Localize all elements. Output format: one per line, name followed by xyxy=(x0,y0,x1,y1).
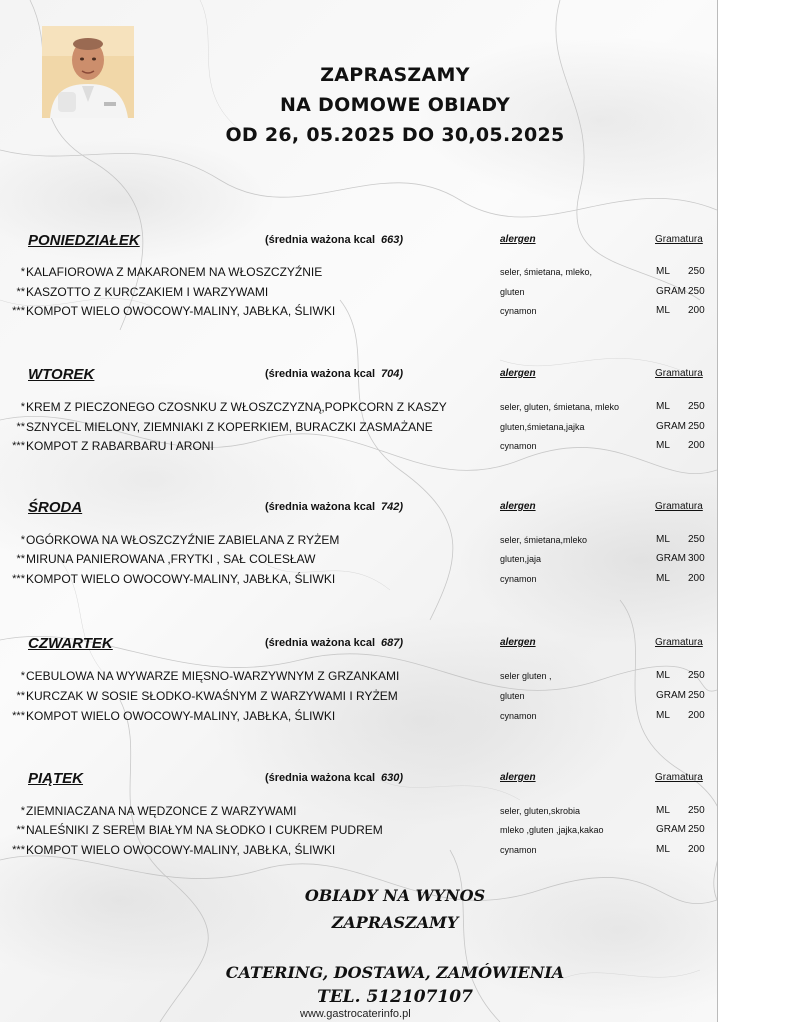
unit-text: ML xyxy=(656,440,670,451)
amount-text: 300 xyxy=(688,553,705,564)
unit-text: ML xyxy=(656,305,670,316)
dish-name: KREM Z PIECZONEGO CZOSNKU Z WŁOSZCZYZNĄ,POPKCORN Z KASZY xyxy=(26,400,447,414)
amount-text: 200 xyxy=(688,844,705,855)
course-stars: *** xyxy=(12,573,25,585)
course-stars: ** xyxy=(16,824,25,836)
kcal-value: 663) xyxy=(381,234,404,246)
kcal-value: 704) xyxy=(381,368,404,380)
course-stars: * xyxy=(20,534,25,546)
day-name: CZWARTEK xyxy=(28,635,113,652)
unit-text: ML xyxy=(656,710,670,721)
course-stars: * xyxy=(20,266,25,278)
website-link[interactable]: www.gastrocaterinfo.pl xyxy=(300,1008,411,1020)
course-stars: * xyxy=(20,805,25,817)
menu-row xyxy=(0,400,717,418)
allergen-text: cynamon xyxy=(500,441,537,451)
allergen-text: cynamon xyxy=(500,711,537,721)
takeaway-line: OBIADY NA WYNOS xyxy=(304,886,486,905)
header-subtitle: NA DOMOWE OBIADY xyxy=(279,94,511,116)
day-name: PONIEDZIAŁEK xyxy=(28,232,140,249)
kcal-label: (średnia ważona kcal 742) xyxy=(265,501,404,513)
course-stars: * xyxy=(20,670,25,682)
allergen-header: alergen xyxy=(500,368,536,379)
course-stars: ** xyxy=(16,421,25,433)
day-name: PIĄTEK xyxy=(28,770,84,787)
unit-text: GRAM xyxy=(656,824,686,835)
course-stars: *** xyxy=(12,710,25,722)
course-stars: *** xyxy=(12,440,25,452)
kcal-value: 687) xyxy=(381,637,404,649)
day-name: ŚRODA xyxy=(28,499,83,516)
allergen-text: gluten xyxy=(500,691,525,701)
unit-text: GRAM xyxy=(656,690,686,701)
allergen-text: gluten xyxy=(500,287,525,297)
menu-row xyxy=(0,420,717,438)
amount-text: 250 xyxy=(688,824,705,835)
amount-text: 250 xyxy=(688,534,705,545)
services-line: CATERING, DOSTAWA, ZAMÓWIENIA xyxy=(225,963,565,982)
menu-row xyxy=(0,709,717,727)
amount-text: 250 xyxy=(688,690,705,701)
header-dates: OD 26, 05.2025 DO 30,05.2025 xyxy=(225,124,565,146)
allergen-text: seler, śmietana, mleko, xyxy=(500,267,593,277)
gramature-header: Gramatura xyxy=(655,368,703,379)
kcal-value: 742) xyxy=(381,501,404,513)
amount-text: 200 xyxy=(688,305,705,316)
unit-text: ML xyxy=(656,670,670,681)
contact-block xyxy=(140,960,650,1010)
menu-row xyxy=(0,265,717,283)
dish-name: KOMPOT Z RABARBARU I ARONI xyxy=(26,439,214,453)
dish-name: KOMPOT WIELO OWOCOWY-MALINY, JABŁKA, ŚLIWKI xyxy=(26,304,336,318)
allergen-header: alergen xyxy=(500,772,536,783)
allergen-header: alergen xyxy=(500,637,536,648)
unit-text: ML xyxy=(656,534,670,545)
unit-text: ML xyxy=(656,573,670,584)
allergen-text: seler gluten , xyxy=(500,671,552,681)
allergen-header: alergen xyxy=(500,234,536,245)
kcal-label: (średnia ważona kcal 663) xyxy=(265,234,404,246)
unit-text: ML xyxy=(656,266,670,277)
allergen-text: seler, gluten, śmietana, mleko xyxy=(500,402,620,412)
unit-text: GRAM xyxy=(656,286,686,297)
dish-name: KASZOTTO Z KURCZAKIEM I WARZYWAMI xyxy=(26,285,269,299)
kcal-label: (średnia ważona kcal 704) xyxy=(265,368,404,380)
unit-text: ML xyxy=(656,844,670,855)
menu-row xyxy=(0,552,717,570)
amount-text: 250 xyxy=(688,805,705,816)
header-invite: ZAPRASZAMY xyxy=(320,64,470,86)
allergen-text: seler, gluten,skrobia xyxy=(500,806,581,816)
gramature-header: Gramatura xyxy=(655,234,703,245)
menu-row xyxy=(0,533,717,551)
dish-name: ZIEMNIACZANA NA WĘDZONCE Z WARZYWAMI xyxy=(26,804,297,818)
unit-text: ML xyxy=(656,805,670,816)
unit-text: ML xyxy=(656,401,670,412)
allergen-text: cynamon xyxy=(500,574,537,584)
menu-row xyxy=(0,689,717,707)
allergen-text: cynamon xyxy=(500,306,537,316)
dish-name: KOMPOT WIELO OWOCOWY-MALINY, JABŁKA, ŚLIWKI xyxy=(26,709,336,723)
dish-name: KALAFIOROWA Z MAKARONEM NA WŁOSZCZYŹNIE xyxy=(26,265,323,279)
unit-text: GRAM xyxy=(656,553,686,564)
menu-row xyxy=(0,804,717,822)
amount-text: 250 xyxy=(688,401,705,412)
menu-row xyxy=(0,843,717,861)
phone-number: TEL. 512107107 xyxy=(317,987,473,1007)
course-stars: * xyxy=(20,401,25,413)
chef-photo xyxy=(42,26,134,118)
menu-row xyxy=(0,304,717,322)
dish-name: MIRUNA PANIEROWANA ,FRYTKI , SAŁ COLESŁAW xyxy=(26,552,316,566)
menu-row xyxy=(0,285,717,303)
amount-text: 200 xyxy=(688,573,705,584)
amount-text: 250 xyxy=(688,286,705,297)
course-stars: ** xyxy=(16,553,25,565)
amount-text: 250 xyxy=(688,266,705,277)
invite-line: ZAPRASZAMY xyxy=(331,913,459,932)
allergen-text: seler, śmietana,mleko xyxy=(500,535,588,545)
allergen-text: gluten,śmietana,jajka xyxy=(500,422,585,432)
kcal-label: (średnia ważona kcal 630) xyxy=(265,772,404,784)
allergen-text: cynamon xyxy=(500,845,537,855)
menu-row xyxy=(0,439,717,457)
gramature-header: Gramatura xyxy=(655,772,703,783)
menu-header xyxy=(140,60,650,150)
takeaway-note xyxy=(140,882,650,936)
dish-name: OGÓRKOWA NA WŁOSZCZYŹNIE ZABIELANA Z RYŻEM xyxy=(26,533,340,547)
dish-name: KOMPOT WIELO OWOCOWY-MALINY, JABŁKA, ŚLIWKI xyxy=(26,843,336,857)
course-stars: ** xyxy=(16,286,25,298)
course-stars: *** xyxy=(12,844,25,856)
dish-name: SZNYCEL MIELONY, ZIEMNIAKI Z KOPERKIEM, BURACZKI ZASMAŻANE xyxy=(26,420,433,434)
gramature-header: Gramatura xyxy=(655,501,703,512)
gramature-header: Gramatura xyxy=(655,637,703,648)
dish-name: CEBULOWA NA WYWARZE MIĘSNO-WARZYWNYM Z GRZANKAMI xyxy=(26,669,400,683)
menu-row xyxy=(0,669,717,687)
menu-row xyxy=(0,823,717,841)
allergen-text: mleko ,gluten ,jajka,kakao xyxy=(500,825,604,835)
amount-text: 200 xyxy=(688,710,705,721)
kcal-label: (średnia ważona kcal 687) xyxy=(265,637,404,649)
day-name: WTOREK xyxy=(28,366,95,383)
amount-text: 250 xyxy=(688,421,705,432)
dish-name: NALEŚNIKI Z SEREM BIAŁYM NA SŁODKO I CUKREM PUDREM xyxy=(26,823,383,837)
course-stars: *** xyxy=(12,305,25,317)
unit-text: GRAM xyxy=(656,421,686,432)
dish-name: KOMPOT WIELO OWOCOWY-MALINY, JABŁKA, ŚLIWKI xyxy=(26,572,336,586)
course-stars: ** xyxy=(16,690,25,702)
amount-text: 250 xyxy=(688,670,705,681)
kcal-value: 630) xyxy=(381,772,404,784)
menu-row xyxy=(0,572,717,590)
amount-text: 200 xyxy=(688,440,705,451)
allergen-header: alergen xyxy=(500,501,536,512)
allergen-text: gluten,jaja xyxy=(500,554,542,564)
dish-name: KURCZAK W SOSIE SŁODKO-KWAŚNYM Z WARZYWAMI I RYŻEM xyxy=(26,689,398,703)
